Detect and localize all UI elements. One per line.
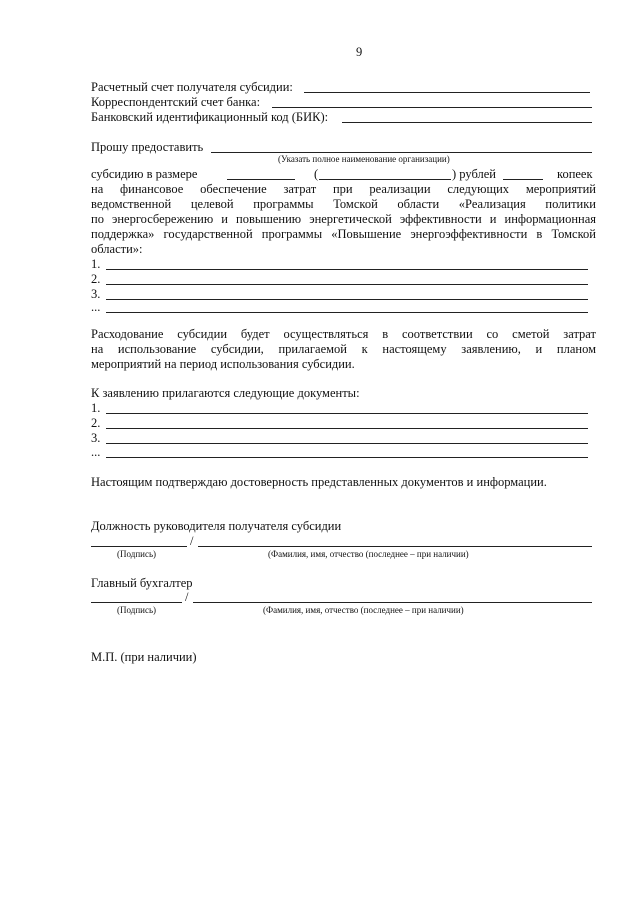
confirmation-text: Настоящим подтверждаю достоверность представленных документов и информации.	[91, 475, 547, 489]
accountant-signature-line[interactable]	[91, 602, 182, 603]
purpose-line-2: ведомственной целевой программы Томской области «Реализация политики	[91, 197, 596, 211]
accountant-name-line[interactable]	[193, 602, 592, 603]
accountant-name-hint: (Фамилия, имя, отчество (последнее – при наличии)	[263, 605, 464, 615]
head-signature-hint: (Подпись)	[117, 549, 157, 559]
attachment-number-more: ...	[91, 445, 101, 459]
organization-hint: (Указать полное наименование организации)	[278, 154, 450, 164]
purpose-line-5: области»:	[91, 242, 143, 256]
kopecks-label: копеек	[557, 167, 593, 181]
head-name-hint: (Фамилия, имя, отчество (последнее – при наличии)	[268, 549, 469, 559]
bik-label: Банковский идентификационный код (БИК):	[91, 110, 329, 124]
spending-line-3: мероприятий на период использования субсидии.	[91, 357, 355, 371]
measure-input-line-3[interactable]	[106, 299, 588, 300]
account-label: Расчетный счет получателя субсидии:	[91, 80, 293, 94]
attachment-number-2: 2.	[91, 416, 101, 430]
corr-account-label: Корреспондентский счет банка:	[91, 95, 261, 109]
measure-number-3: 3.	[91, 287, 101, 301]
attachments-label: К заявлению прилагаются следующие документы:	[91, 386, 360, 400]
head-slash: /	[190, 534, 194, 548]
measure-number-more: ...	[91, 300, 101, 314]
head-title: Должность руководителя получателя субсидии	[91, 519, 342, 533]
measure-input-line-2[interactable]	[106, 284, 588, 285]
spending-line-1: Расходование субсидии будет осуществляться в соответствии со сметой затрат	[91, 327, 596, 341]
purpose-line-1: на финансовое обеспечение затрат при реализации следующих мероприятий	[91, 182, 596, 196]
organization-input-line[interactable]	[211, 152, 592, 153]
accountant-signature-hint: (Подпись)	[117, 605, 157, 615]
attachment-input-line-1[interactable]	[106, 413, 588, 414]
accountant-title: Главный бухгалтер	[91, 576, 193, 590]
accountant-slash: /	[185, 590, 189, 604]
amount-words-line[interactable]	[319, 179, 451, 180]
kopecks-input-line[interactable]	[503, 179, 543, 180]
measure-number-1: 1.	[91, 257, 101, 271]
measure-input-line-more[interactable]	[106, 312, 588, 313]
corr-account-input-line[interactable]	[272, 107, 592, 108]
head-signature-line[interactable]	[91, 546, 187, 547]
spending-line-2: на использование субсидии, прилагаемой к настоящему заявлению, и планом	[91, 342, 596, 356]
request-label: Прошу предоставить	[91, 140, 204, 154]
stamp-note: М.П. (при наличии)	[91, 650, 197, 664]
head-name-line[interactable]	[198, 546, 592, 547]
subsidy-amount-label: субсидию в размере	[91, 167, 198, 181]
attachment-input-line-more[interactable]	[106, 457, 588, 458]
measure-input-line-1[interactable]	[106, 269, 588, 270]
purpose-line-4: поддержка» государственной программы «Повышение энергоэффективности в Томской	[91, 227, 596, 241]
purpose-line-3: по энергосбережению и повышению энергетической эффективности и информационная	[91, 212, 596, 226]
bik-input-line[interactable]	[342, 122, 592, 123]
rubles-label: ) рублей	[452, 167, 496, 181]
attachment-number-1: 1.	[91, 401, 101, 415]
measure-number-2: 2.	[91, 272, 101, 286]
paren-open: (	[314, 167, 319, 181]
account-input-line[interactable]	[304, 92, 590, 93]
attachment-input-line-2[interactable]	[106, 428, 588, 429]
page-number: 9	[356, 45, 363, 59]
attachment-input-line-3[interactable]	[106, 443, 588, 444]
amount-digits-line[interactable]	[227, 179, 295, 180]
attachment-number-3: 3.	[91, 431, 101, 445]
